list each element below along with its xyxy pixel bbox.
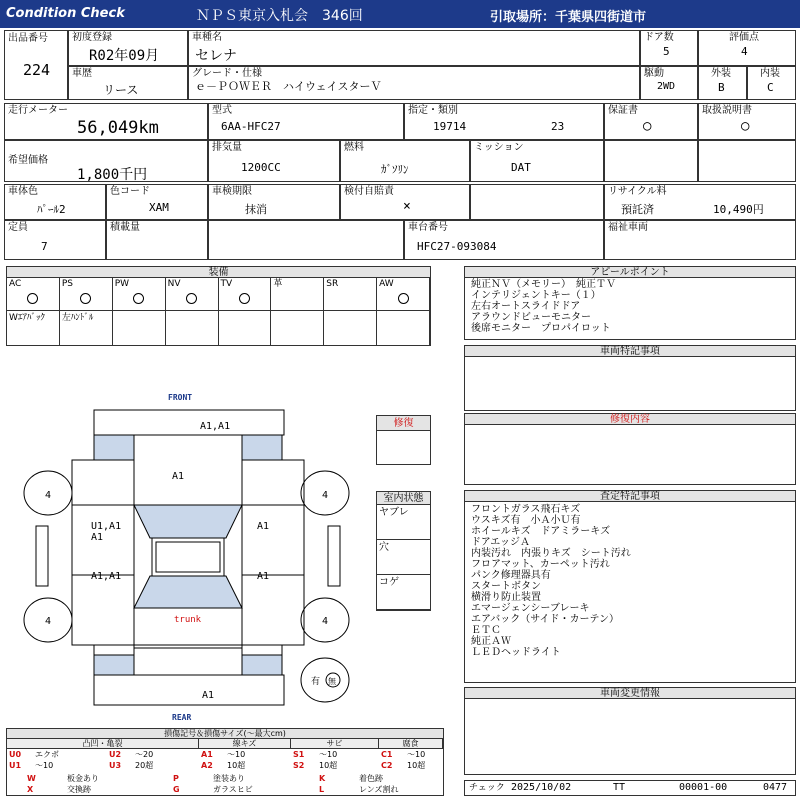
equipment-cell bbox=[219, 278, 272, 311]
legend-desc: ～10 bbox=[227, 750, 246, 759]
inspection-note-item: 内装汚れ 内張りキズ シート汚れ bbox=[471, 548, 631, 559]
load-cell bbox=[106, 220, 208, 260]
first-reg-cell bbox=[68, 30, 188, 66]
model-name-cell bbox=[188, 30, 640, 66]
equipment-cell bbox=[60, 311, 113, 345]
equipment-mark-icon bbox=[398, 293, 409, 304]
legend-code: C1 bbox=[381, 750, 393, 759]
notice-label: 検付自賠責 bbox=[344, 186, 394, 197]
interior-title: 室内状態 bbox=[377, 492, 430, 505]
inspection-notes-panel bbox=[464, 490, 796, 683]
legend-code: C2 bbox=[381, 761, 393, 770]
category-value: 23 bbox=[551, 120, 565, 133]
wish-price-label: 希望価格 bbox=[8, 155, 48, 166]
equipment-label: PS bbox=[61, 279, 74, 289]
drive-label: 駆動 bbox=[644, 68, 664, 79]
mark-left-rear: A1,A1 bbox=[91, 571, 122, 582]
interior-panel bbox=[376, 491, 431, 611]
special-title: 車両特記事項 bbox=[465, 346, 795, 357]
mark-rear-bumper: A1 bbox=[202, 690, 215, 701]
wish-price-cell bbox=[4, 140, 208, 182]
equipment-label: SR bbox=[326, 279, 339, 289]
ext-value: B bbox=[718, 81, 725, 94]
mark-tire-rr: 4 bbox=[322, 616, 329, 627]
legend-code: U0 bbox=[9, 750, 22, 759]
legend-desc: ～10 bbox=[35, 761, 54, 770]
mileage-label: 走行メーター bbox=[8, 105, 68, 116]
grade-value: ｅ－ＰＯＷＥＲ ハイウェイスターＶ bbox=[195, 80, 382, 93]
diagram-trunk-label: trunk bbox=[174, 615, 202, 625]
inspection-note-item: 純正ＡＷ bbox=[471, 636, 511, 647]
change-panel bbox=[464, 687, 796, 775]
diagram-rear-label: REAR bbox=[172, 713, 192, 722]
color-code-cell bbox=[106, 184, 208, 220]
header-bar bbox=[0, 0, 800, 28]
legend-desc: 10超 bbox=[407, 761, 426, 770]
equipment-mark-icon bbox=[27, 293, 38, 304]
recycle-label: リサイクル料 bbox=[608, 186, 667, 197]
grade-score-label: 評価点 bbox=[729, 32, 759, 43]
displacement-value: 1200CC bbox=[241, 161, 281, 174]
diagram-front-label: FRONT bbox=[168, 393, 193, 402]
legend-desc: 交換跡 bbox=[67, 785, 91, 794]
equipment-cell bbox=[219, 311, 272, 345]
fuel-label: 燃料 bbox=[344, 142, 364, 153]
designation-value: 19714 bbox=[433, 120, 467, 133]
displacement-cell bbox=[208, 140, 340, 182]
inspection-note-item: フロアマット、カーペット汚れ bbox=[471, 559, 610, 570]
mark-left-front-line: A1 bbox=[91, 532, 104, 543]
ext-label: 外装 bbox=[711, 68, 731, 79]
footer-bar bbox=[464, 780, 796, 796]
interior-item: ヤブレ bbox=[377, 505, 430, 540]
equipment-label: PW bbox=[114, 279, 130, 289]
lot-number: 224 bbox=[23, 61, 51, 79]
mark-left-front-line: U1,A1 bbox=[91, 521, 122, 532]
legend-rows bbox=[7, 749, 443, 797]
equipment-cell bbox=[377, 278, 430, 311]
repair-contents-panel bbox=[464, 413, 796, 485]
equipment-label: AC bbox=[9, 279, 22, 289]
int-value: C bbox=[767, 81, 774, 94]
inspection-note-item: ドアエッジＡ bbox=[471, 537, 530, 548]
header-title: Condition Check bbox=[6, 6, 125, 21]
inspection-note-item: ＬＥＤヘッドライト bbox=[471, 647, 561, 658]
chassis-cell bbox=[404, 220, 604, 260]
color-cell bbox=[4, 184, 106, 220]
checker: TT bbox=[613, 782, 626, 793]
equipment-label: Wｴｱﾊﾞｯｸ bbox=[9, 313, 45, 323]
equipment-cell bbox=[377, 311, 430, 345]
fuel-cell bbox=[340, 140, 470, 182]
designation-label: 指定・類別 bbox=[408, 105, 458, 116]
notice-value: × bbox=[403, 199, 411, 214]
warranty-cell bbox=[604, 103, 698, 140]
equipment-cell bbox=[324, 278, 377, 311]
legend-group-header: 線キズ bbox=[199, 739, 291, 749]
mark-right-rear: A1 bbox=[257, 571, 270, 582]
interior-list bbox=[377, 505, 430, 610]
legend-code: P bbox=[173, 774, 179, 783]
designation-cell bbox=[404, 103, 604, 140]
equipment-label: AW bbox=[379, 279, 394, 289]
equipment-mark-icon bbox=[239, 293, 250, 304]
recycle-cell bbox=[604, 184, 796, 220]
legend-code: X bbox=[27, 785, 34, 794]
mileage-value: 56,049km bbox=[77, 118, 159, 138]
appeal-panel bbox=[464, 266, 796, 340]
appeal-item: 左右オートスライドドア bbox=[471, 301, 581, 312]
repair-title: 修復 bbox=[377, 416, 430, 431]
mark-tire-rl: 4 bbox=[45, 616, 52, 627]
color-code-label: 色コード bbox=[110, 186, 150, 197]
ext-cell bbox=[698, 66, 747, 100]
color-code-value: XAM bbox=[149, 201, 169, 214]
chassis-label: 車台番号 bbox=[408, 222, 448, 233]
history-label: 車歴 bbox=[72, 68, 92, 79]
legend-desc: 塗装あり bbox=[213, 774, 245, 783]
chassis-value: HFC27-093084 bbox=[417, 240, 497, 253]
first-reg-value: R02年09月 bbox=[89, 48, 160, 64]
auction-name: ＮＰＳ東京入札会 346回 bbox=[196, 8, 363, 24]
blank-cell-d bbox=[208, 220, 404, 260]
capacity-cell bbox=[4, 220, 106, 260]
inspection-notes-list bbox=[471, 504, 631, 658]
check-date: 2025/10/02 bbox=[511, 782, 572, 793]
change-title: 車両変更情報 bbox=[465, 688, 795, 699]
inspection-note-item: エアバック（サイド・カーテン） bbox=[471, 614, 619, 625]
first-reg-label: 初度登録 bbox=[72, 32, 112, 43]
appeal-item: アラウンドビューモニター bbox=[471, 312, 591, 323]
legend-desc: ガラスヒビ bbox=[213, 785, 253, 794]
int-label: 内装 bbox=[760, 68, 780, 79]
model-name-value: セレナ bbox=[195, 48, 237, 64]
mission-label: ミッション bbox=[474, 142, 524, 153]
equipment-title: 装備 bbox=[7, 267, 430, 278]
drive-cell bbox=[640, 66, 698, 100]
equipment-mark-icon bbox=[186, 293, 197, 304]
legend-desc: 10超 bbox=[227, 761, 246, 770]
int-cell bbox=[747, 66, 796, 100]
inspection-note-item: ホイールキズ ドアミラーキズ bbox=[471, 526, 611, 537]
appeal-list bbox=[471, 279, 616, 334]
equipment-cell bbox=[166, 278, 219, 311]
inspection-label: 車検期限 bbox=[212, 186, 252, 197]
mark-left-front bbox=[91, 521, 121, 543]
footer-code: 00001-00 bbox=[679, 782, 728, 793]
doors-cell bbox=[640, 30, 698, 66]
type-value: 6AA-HFC27 bbox=[221, 120, 281, 133]
blank-cell-c bbox=[470, 184, 604, 220]
repair-panel bbox=[376, 415, 431, 465]
blank-cell-b bbox=[698, 140, 796, 182]
doors-value: 5 bbox=[663, 45, 670, 58]
inspection-note-item: ＥＴＣ bbox=[471, 625, 501, 636]
equipment-cell bbox=[7, 311, 60, 345]
history-cell bbox=[68, 66, 188, 100]
grade-score-cell bbox=[698, 30, 796, 66]
equipment-label: 革 bbox=[273, 279, 283, 289]
color-label: 車体色 bbox=[8, 186, 38, 197]
legend-panel bbox=[6, 728, 444, 796]
equipment-cell bbox=[324, 311, 377, 345]
legend-desc: 10超 bbox=[319, 761, 338, 770]
history-value: リース bbox=[103, 83, 139, 97]
equipment-panel bbox=[6, 266, 431, 346]
type-label: 型式 bbox=[212, 105, 232, 116]
grade-score-value: 4 bbox=[741, 45, 748, 58]
inspection-note-item: 横滑り防止装置 bbox=[471, 592, 541, 603]
notice-cell bbox=[340, 184, 470, 220]
legend-group-header: 凸凹・亀裂 bbox=[7, 739, 199, 749]
color-value: ﾊﾟｰﾙ2 bbox=[37, 203, 66, 216]
legend-code: A1 bbox=[201, 750, 213, 759]
appeal-item: インテリジェントキー（１） bbox=[471, 290, 601, 301]
grade-cell bbox=[188, 66, 640, 100]
manual-cell bbox=[698, 103, 796, 140]
mark-right-front: A1 bbox=[257, 521, 270, 532]
model-name-label: 車種名 bbox=[192, 32, 222, 43]
appeal-title: アピールポイント bbox=[465, 267, 795, 278]
welfare-label: 福祉車両 bbox=[608, 222, 648, 233]
mark-front-bumper: A1,A1 bbox=[200, 421, 231, 432]
legend-code: U2 bbox=[109, 750, 122, 759]
recycle-status: 預託済 bbox=[621, 203, 654, 216]
manual-value: ○ bbox=[741, 118, 750, 134]
car-diagram bbox=[0, 380, 376, 725]
equipment-label: 左ﾊﾝﾄﾞﾙ bbox=[61, 313, 94, 323]
equipment-cell bbox=[113, 278, 166, 311]
equipment-cell bbox=[271, 278, 324, 311]
special-panel bbox=[464, 345, 796, 411]
interior-item: コゲ bbox=[377, 575, 430, 610]
inspection-note-item: ウスキズ有 小Ａ小Ｕ有 bbox=[471, 515, 581, 526]
legend-code: W bbox=[27, 774, 36, 783]
mark-tire-fr: 4 bbox=[322, 490, 329, 501]
equipment-cell bbox=[7, 278, 60, 311]
check-label: チェック bbox=[469, 783, 505, 793]
mission-value: DAT bbox=[511, 161, 531, 174]
lot-label: 出品番号 bbox=[8, 33, 48, 44]
equipment-mark-icon bbox=[133, 293, 144, 304]
inspection-cell bbox=[208, 184, 340, 220]
legend-desc: ～10 bbox=[319, 750, 338, 759]
inspection-note-item: パンク修理器具有 bbox=[471, 570, 551, 581]
spare-mark: 無 bbox=[328, 677, 336, 686]
appeal-item: 後席モニター プロパイロット bbox=[471, 323, 611, 334]
legend-desc: エクボ bbox=[35, 750, 59, 759]
legend-desc: 板金あり bbox=[67, 774, 99, 783]
legend-desc: 着色跡 bbox=[359, 774, 383, 783]
repair-contents-title: 修復内容 bbox=[465, 414, 795, 425]
legend-code: S2 bbox=[293, 761, 305, 770]
spare-label: 有 bbox=[311, 677, 321, 687]
interior-item: 穴 bbox=[377, 540, 430, 575]
inspection-notes-title: 査定特記事項 bbox=[465, 491, 795, 502]
capacity-label: 定員 bbox=[8, 222, 28, 233]
legend-groups bbox=[7, 739, 443, 749]
mission-cell bbox=[470, 140, 604, 182]
inspection-note-item: フロントガラス飛石キズ bbox=[471, 504, 581, 515]
warranty-value: ○ bbox=[643, 118, 652, 134]
recycle-fee: 10,490円 bbox=[713, 203, 764, 216]
inspection-note-item: エマージェンシーブレーキ bbox=[471, 603, 590, 614]
footer-number: 0477 bbox=[763, 782, 788, 793]
legend-code: L bbox=[319, 785, 325, 794]
equipment-cell bbox=[60, 278, 113, 311]
equipment-cell bbox=[166, 311, 219, 345]
legend-code: K bbox=[319, 774, 326, 783]
lot-cell bbox=[4, 30, 68, 100]
pickup-location: 引取場所：千葉県四街道市 bbox=[490, 10, 647, 25]
legend-code: U3 bbox=[109, 761, 122, 770]
equipment-mark-icon bbox=[80, 293, 91, 304]
warranty-label: 保証書 bbox=[608, 105, 638, 116]
welfare-cell bbox=[604, 220, 796, 260]
fuel-value: ｶﾞｿﾘﾝ bbox=[381, 163, 409, 176]
inspection-note-item: スタートボタン bbox=[471, 581, 541, 592]
mark-hood: A1 bbox=[172, 471, 185, 482]
equipment-cell bbox=[271, 311, 324, 345]
equipment-grid bbox=[7, 278, 430, 345]
equipment-label: NV bbox=[167, 279, 181, 289]
legend-desc: 20超 bbox=[135, 761, 154, 770]
legend-group-header: サビ bbox=[291, 739, 379, 749]
equipment-label: TV bbox=[220, 279, 233, 289]
displacement-label: 排気量 bbox=[212, 142, 242, 153]
legend-desc: ～10 bbox=[407, 750, 426, 759]
legend-group-header: 腐食 bbox=[379, 739, 443, 749]
legend-code: U1 bbox=[9, 761, 22, 770]
appeal-item: 純正ＮＶ（メモリー） 純正ＴＶ bbox=[471, 279, 616, 290]
wish-price-value: 1,800千円 bbox=[77, 167, 148, 183]
load-label: 積載量 bbox=[110, 222, 140, 233]
drive-value: 2WD bbox=[657, 81, 676, 92]
blank-cell-a bbox=[604, 140, 698, 182]
doors-label: ドア数 bbox=[644, 32, 674, 43]
equipment-cell bbox=[113, 311, 166, 345]
legend-title: 損傷記号＆損傷サイズ(～最大cm) bbox=[7, 729, 443, 739]
legend-desc: レンズ割れ bbox=[359, 785, 399, 794]
legend-code: G bbox=[173, 785, 180, 794]
legend-code: A2 bbox=[201, 761, 213, 770]
inspection-value: 抹消 bbox=[245, 203, 267, 216]
capacity-value: 7 bbox=[41, 240, 48, 253]
manual-label: 取扱説明書 bbox=[702, 105, 752, 116]
legend-desc: ～20 bbox=[135, 750, 154, 759]
type-cell bbox=[208, 103, 404, 140]
mileage-cell bbox=[4, 103, 208, 140]
grade-label: グレード・仕様 bbox=[192, 68, 262, 79]
legend-code: S1 bbox=[293, 750, 305, 759]
mark-tire-fl: 4 bbox=[45, 490, 52, 501]
